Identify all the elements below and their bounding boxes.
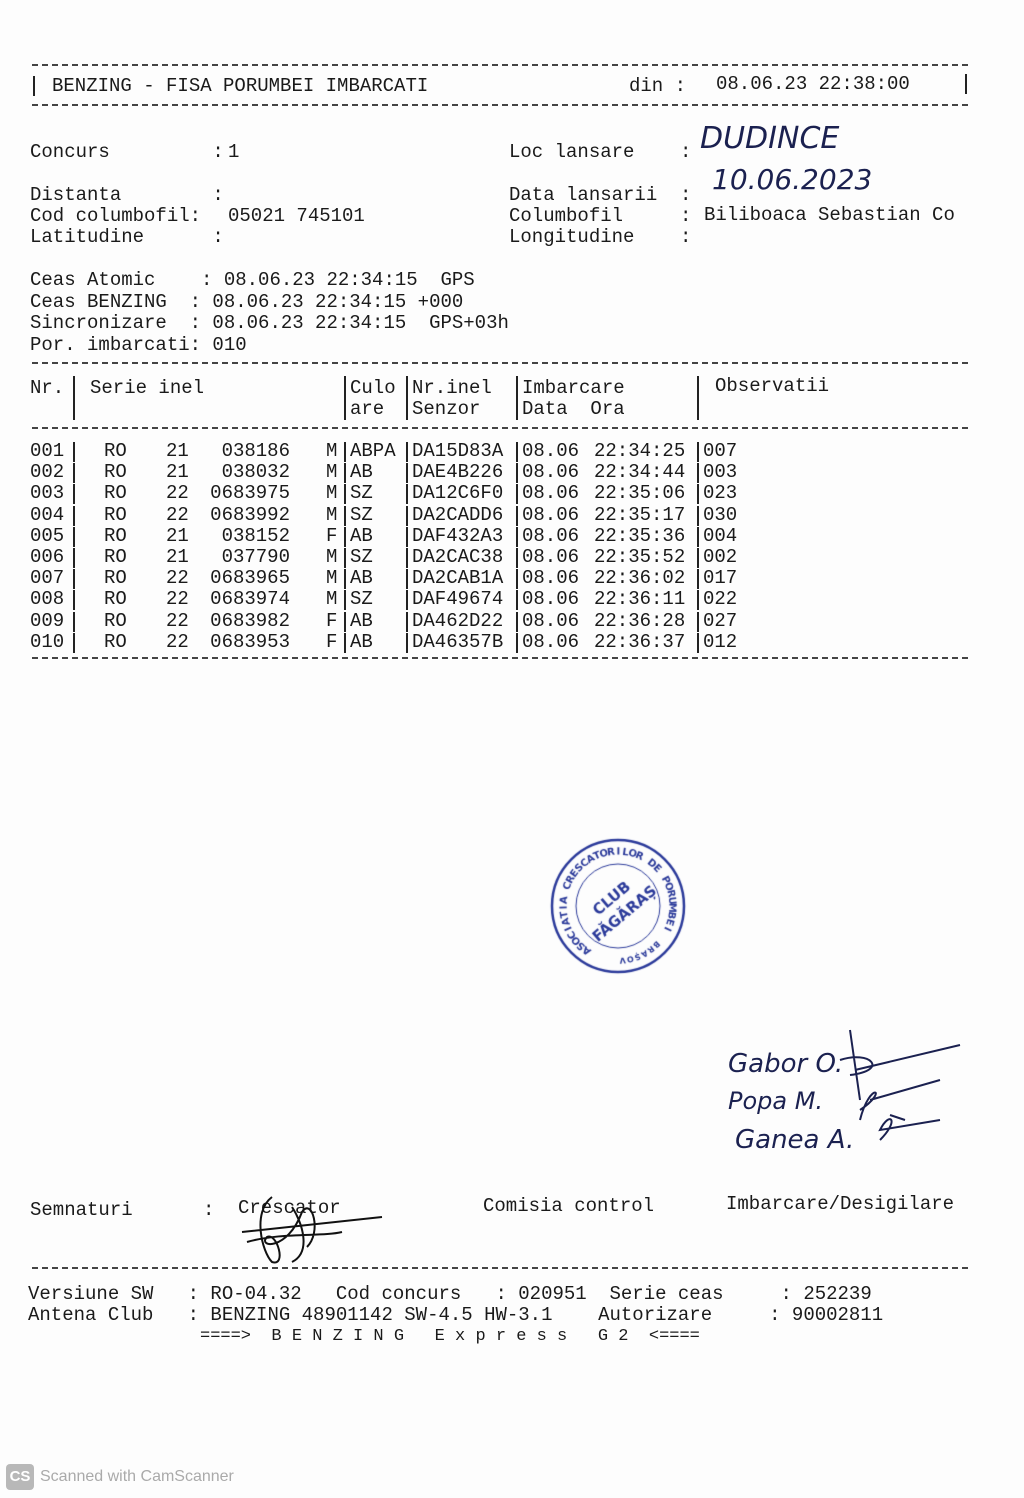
sincronizare: Sincronizare : 08.06.23 22:34:15 GPS+03h [30, 312, 509, 334]
data-lansarii-handwritten: 10.06.2023 [712, 163, 873, 196]
col-nr-inel: Nr.inel [412, 377, 492, 399]
col-serie-inel: Serie inel [90, 377, 205, 399]
country: RO [104, 440, 127, 462]
divider [406, 569, 408, 589]
divider [73, 569, 75, 589]
country: RO [104, 461, 127, 484]
divider [32, 1267, 968, 1269]
sex: M [326, 503, 338, 526]
color: AB [350, 524, 373, 547]
color: SZ [350, 503, 373, 526]
row-nr: 001 [30, 440, 65, 462]
ring-number: 0683975 [210, 482, 290, 505]
col-culoare: Culo [350, 377, 396, 399]
porumbei-imbarcati: Por. imbarcati: 010 [30, 334, 247, 356]
col-senzor: Senzor [412, 398, 481, 420]
year: 21 [166, 524, 189, 547]
divider [406, 612, 408, 632]
commission-signature-2: Popa M. [728, 1087, 824, 1115]
color: SZ [350, 588, 373, 611]
embark-date: 08.06 [522, 440, 580, 462]
divider [73, 548, 75, 568]
colon: : [680, 205, 692, 227]
divider [697, 612, 699, 632]
commission-signature-3: Ganea A. [735, 1125, 855, 1155]
sensor-id: DA15D83A [412, 440, 504, 462]
divider [406, 633, 408, 653]
sensor-id: DAE4B226 [412, 461, 504, 484]
divider [344, 527, 346, 547]
sensor-id: DAF49674 [412, 588, 504, 611]
divider [406, 463, 408, 483]
divider [73, 506, 75, 526]
row-nr: 007 [30, 567, 65, 590]
sex: M [326, 567, 338, 590]
divider [344, 484, 346, 504]
longitudine-label: Longitudine [509, 226, 635, 248]
divider [344, 376, 346, 420]
signature-scribbles [830, 1020, 970, 1160]
country: RO [104, 567, 127, 590]
sex: F [326, 524, 338, 547]
embark-time: 22:36:02 [594, 567, 686, 590]
embark-date: 08.06 [522, 546, 580, 568]
col-imbarcare: Imbarcare [522, 377, 625, 399]
color: AB [350, 609, 373, 632]
sex: F [326, 630, 338, 653]
color: ABPA [350, 440, 396, 462]
divider [344, 548, 346, 568]
camscanner-logo: CS [6, 1464, 34, 1490]
table-row [0, 441, 1024, 462]
color: SZ [350, 482, 373, 505]
col-data-ora: Data Ora [522, 398, 625, 420]
divider [73, 442, 75, 462]
divider [406, 442, 408, 462]
ring-number: 0683953 [210, 630, 290, 653]
embark-date: 08.06 [522, 524, 580, 547]
observation: 003 [703, 461, 738, 484]
color: AB [350, 461, 373, 484]
cod-columbofil-label: Cod columbofil: [30, 205, 202, 227]
year: 22 [166, 609, 189, 632]
semnaturi-label: Semnaturi [30, 1199, 133, 1221]
divider [32, 657, 968, 659]
ring-number: 038032 [221, 461, 290, 484]
divider [516, 442, 518, 462]
divider [516, 633, 518, 653]
sensor-id: DA12C6F0 [412, 482, 504, 505]
divider [73, 590, 75, 610]
table-row [0, 462, 1024, 483]
antena-club-line: Antena Club : BENZING 48901142 SW-4.5 HW-3.1 Autorizare : 90002811 [28, 1304, 884, 1326]
divider [516, 527, 518, 547]
cod-columbofil-value: 05021 745101 [228, 205, 365, 227]
divider [697, 527, 699, 547]
observation: 012 [703, 630, 738, 653]
sensor-id: DA2CAC38 [412, 546, 504, 568]
row-nr: 004 [30, 503, 65, 526]
table-row [0, 483, 1024, 504]
embark-time: 22:36:28 [594, 609, 686, 632]
color: SZ [350, 546, 373, 568]
colon: : [680, 226, 692, 248]
divider [697, 463, 699, 483]
divider [697, 590, 699, 610]
ring-number: 0683965 [210, 567, 290, 590]
row-nr: 003 [30, 482, 65, 505]
columbofil-label: Columbofil [509, 205, 624, 227]
sensor-id: DA46357B [412, 630, 504, 653]
concurs-value: 1 [228, 141, 240, 163]
year: 22 [166, 630, 189, 653]
divider [406, 590, 408, 610]
din-label: din : [629, 75, 687, 97]
divider [516, 590, 518, 610]
row-nr: 006 [30, 546, 65, 568]
sensor-id: DA2CAB1A [412, 567, 504, 590]
divider [697, 548, 699, 568]
observation: 030 [703, 503, 738, 526]
col-nr: Nr. [30, 377, 65, 399]
ring-number: 0683992 [210, 503, 290, 526]
embark-date: 08.06 [522, 588, 580, 611]
observation: 007 [703, 440, 738, 462]
ceas-atomic: Ceas Atomic : 08.06.23 22:34:15 GPS [30, 269, 475, 291]
embark-time: 22:34:44 [594, 461, 686, 484]
colon: : [680, 141, 692, 163]
country: RO [104, 609, 127, 632]
table-row [0, 547, 1024, 568]
country: RO [104, 546, 127, 568]
divider [344, 633, 346, 653]
observation: 017 [703, 567, 738, 590]
divider [516, 463, 518, 483]
loc-lansare-handwritten: DUDINCE [700, 121, 840, 156]
embark-time: 22:35:52 [594, 546, 686, 568]
ring-number: 0683982 [210, 609, 290, 632]
embark-date: 08.06 [522, 609, 580, 632]
benzing-express-banner: ====> B E N Z I N G E x p r e s s G 2 <==== [200, 1327, 700, 1346]
sex: M [326, 461, 338, 484]
divider [344, 506, 346, 526]
ring-number: 038186 [221, 440, 290, 462]
document-title: BENZING - FISA PORUMBEI IMBARCATI [52, 75, 429, 97]
divider [73, 633, 75, 653]
divider [697, 506, 699, 526]
row-nr: 008 [30, 588, 65, 611]
divider [406, 506, 408, 526]
divider [516, 484, 518, 504]
camscanner-watermark: Scanned with CamScanner [40, 1468, 234, 1485]
year: 22 [166, 588, 189, 611]
embark-date: 08.06 [522, 630, 580, 653]
embark-date: 08.06 [522, 461, 580, 484]
divider [697, 633, 699, 653]
crescator-label: Crescator [238, 1197, 341, 1219]
divider [344, 590, 346, 610]
sex: M [326, 482, 338, 505]
divider [344, 463, 346, 483]
embark-time: 22:36:11 [594, 588, 686, 611]
embark-time: 22:35:36 [594, 524, 686, 547]
ring-number: 0683974 [210, 588, 290, 611]
imbarcare-desigilare-label: Imbarcare/Desigilare [726, 1193, 955, 1215]
observation: 002 [703, 546, 738, 568]
year: 21 [166, 546, 189, 568]
observation: 027 [703, 609, 738, 632]
observation: 022 [703, 588, 738, 611]
divider [32, 64, 968, 66]
data-lansarii-label: Data lansarii [509, 184, 658, 206]
divider [516, 376, 518, 420]
embark-date: 08.06 [522, 503, 580, 526]
divider [344, 612, 346, 632]
divider [406, 484, 408, 504]
table-row [0, 568, 1024, 589]
sex: M [326, 588, 338, 611]
table-row [0, 589, 1024, 610]
color: AB [350, 630, 373, 653]
embark-time: 22:36:37 [594, 630, 686, 653]
din-value: 08.06.23 22:38:00 [716, 73, 910, 95]
crescator-signature [232, 1192, 392, 1272]
divider [516, 506, 518, 526]
divider [73, 484, 75, 504]
country: RO [104, 630, 127, 653]
row-nr: 009 [30, 609, 65, 632]
color: AB [350, 567, 373, 590]
row-nr: 005 [30, 524, 65, 547]
embark-time: 22:34:25 [594, 440, 686, 462]
commission-signature-1: Gabor O. [728, 1049, 844, 1079]
divider [73, 463, 75, 483]
col-observatii: Observatii [715, 375, 830, 397]
divider [406, 548, 408, 568]
year: 21 [166, 440, 189, 462]
sensor-id: DA2CADD6 [412, 503, 504, 526]
latitudine-label: Latitudine : [30, 226, 224, 248]
divider [344, 442, 346, 462]
year: 21 [166, 461, 189, 484]
divider [73, 527, 75, 547]
divider [697, 569, 699, 589]
versiune-sw-line: Versiune SW : RO-04.32 Cod concurs : 020951 Serie ceas : 252239 [28, 1283, 872, 1305]
sensor-id: DAF432A3 [412, 524, 504, 547]
divider [697, 442, 699, 462]
divider [344, 569, 346, 589]
embark-time: 22:35:06 [594, 482, 686, 505]
divider [73, 612, 75, 632]
row-nr: 002 [30, 461, 65, 484]
country: RO [104, 482, 127, 505]
table-row [0, 526, 1024, 547]
divider [516, 548, 518, 568]
country: RO [104, 503, 127, 526]
country: RO [104, 524, 127, 547]
ring-number: 037790 [221, 546, 290, 568]
divider [406, 527, 408, 547]
observation: 004 [703, 524, 738, 547]
comisia-control-label: Comisia control [483, 1195, 655, 1217]
ring-number: 038152 [221, 524, 290, 547]
embark-date: 08.06 [522, 567, 580, 590]
distanta-label: Distanta : [30, 184, 224, 206]
divider [406, 376, 408, 420]
columbofil-value: Biliboaca Sebastian Co [704, 204, 955, 226]
divider [697, 376, 699, 420]
concurs-label: Concurs : [30, 141, 224, 163]
observation: 023 [703, 482, 738, 505]
sex: M [326, 546, 338, 568]
table-row [0, 505, 1024, 526]
table-row [0, 611, 1024, 632]
year: 22 [166, 482, 189, 505]
embark-date: 08.06 [522, 482, 580, 505]
club-stamp [548, 836, 688, 976]
year: 22 [166, 567, 189, 590]
divider [32, 104, 968, 106]
sensor-id: DA462D22 [412, 609, 504, 632]
divider [33, 76, 35, 96]
colon: : [680, 184, 692, 206]
embark-time: 22:35:17 [594, 503, 686, 526]
table-row [0, 632, 1024, 653]
year: 22 [166, 503, 189, 526]
sex: M [326, 440, 338, 462]
divider [73, 376, 75, 420]
divider [965, 74, 967, 94]
col-culoare-2: are [350, 398, 385, 420]
loc-lansare-label: Loc lansare [509, 141, 635, 163]
divider [516, 612, 518, 632]
ceas-benzing: Ceas BENZING : 08.06.23 22:34:15 +000 [30, 291, 464, 313]
divider [32, 427, 968, 429]
row-nr: 010 [30, 630, 65, 653]
sex: F [326, 609, 338, 632]
divider [32, 362, 968, 364]
country: RO [104, 588, 127, 611]
colon: : [203, 1199, 215, 1221]
divider [516, 569, 518, 589]
divider [697, 484, 699, 504]
